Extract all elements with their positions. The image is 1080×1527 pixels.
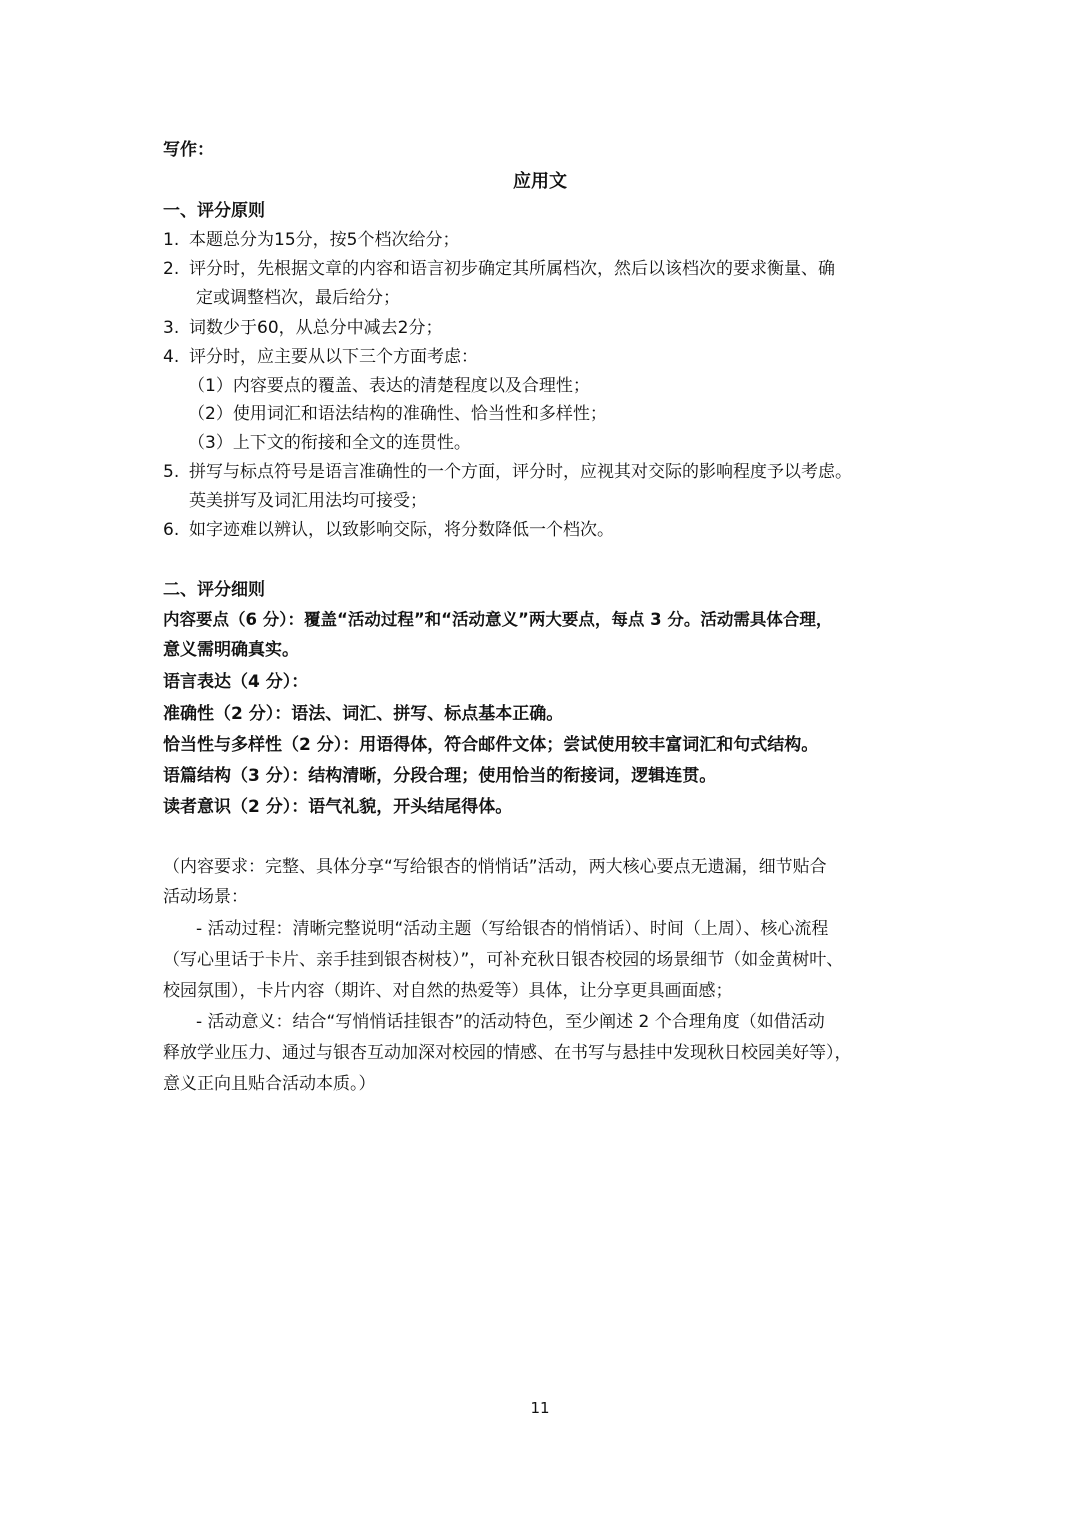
criteria-reader-awareness: 读者意识（2 分）：语气礼貌，开头结尾得体。 xyxy=(163,797,513,817)
rule-item-3 xyxy=(163,316,442,340)
criteria-appropriateness: 恰当性与多样性（2 分）：用语得体，符合邮件文体；尝试使用较丰富词汇和句式结构。 xyxy=(163,735,819,755)
criteria-accuracy: 准确性（2 分）：语法、词汇、拼写、标点基本正确。 xyxy=(163,704,564,724)
rule-item-text: 如字迹难以辨认，以致影响交际，将分数降低一个档次。 xyxy=(189,520,614,540)
criteria-content-line-1: 内容要点（6 分）：覆盖“活动过程”和“活动意义”两大要点，每点 3 分。活动需具体合理， xyxy=(163,610,833,629)
rule-item-number: 4. xyxy=(163,347,180,367)
rule-item-text: 评分时，先根据文章的内容和语言初步确定其所属档次，然后以该档次的要求衡量、确 xyxy=(189,259,835,279)
section1-heading: 一、评分原则 xyxy=(163,201,265,221)
note-line-5: 校园氛围），卡片内容（期许、对自然的热爱等）具体，让分享更具画面感； xyxy=(163,981,733,1001)
rule-item-1 xyxy=(163,228,459,252)
rule-item-text: 拼写与标点符号是语言准确性的一个方面，评分时，应视其对交际的影响程度予以考虑。 xyxy=(189,462,852,482)
rule-item-2 xyxy=(163,257,835,281)
rule-subitem-3: （3）上下文的衔接和全文的连贯性。 xyxy=(188,433,471,453)
rule-item-4 xyxy=(163,345,478,369)
rule-item-number: 1. xyxy=(163,230,180,250)
rule-item-text: 本题总分为15分，按5个档次给分； xyxy=(189,230,460,250)
section2-heading: 二、评分细则 xyxy=(163,580,265,600)
rule-item-2-continuation: 定或调整档次，最后给分； xyxy=(196,288,400,308)
note-line-6: - 活动意义：结合“写悄悄话挂银杏”的活动特色，至少阐述 2 个合理角度（如借活动 xyxy=(196,1012,825,1032)
note-line-8: 意义正向且贴合活动本质。） xyxy=(163,1074,376,1094)
section-heading-writing: 写作： xyxy=(163,140,214,160)
note-line-3: - 活动过程：清晰完整说明“活动主题（写给银杏的悄悄话）、时间（上周）、核心流程 xyxy=(196,919,829,939)
note-line-4: （写心里话于卡片、亲手挂到银杏树枝）”，可补充秋日银杏校园的场景细节（如金黄树叶、 xyxy=(163,950,844,970)
page-number: 11 xyxy=(530,1399,550,1417)
rule-item-number: 6. xyxy=(163,520,180,540)
note-line-7: 释放学业压力、通过与银杏互动加深对校园的情感、在书写与悬挂中发现秋日校园美好等）， xyxy=(163,1043,852,1063)
criteria-discourse: 语篇结构（3 分）：结构清晰，分段合理；使用恰当的衔接词，逻辑连贯。 xyxy=(163,766,717,786)
rule-subitem-2: （2）使用词汇和语法结构的准确性、恰当性和多样性； xyxy=(188,404,607,424)
rule-item-number: 3. xyxy=(163,318,180,338)
rule-item-number: 5. xyxy=(163,462,180,482)
note-line-1: （内容要求：完整、具体分享“写给银杏的悄悄话”活动，两大核心要点无遗漏，细节贴合 xyxy=(163,857,827,877)
page-title: 应用文 xyxy=(513,171,567,192)
rule-item-text: 评分时，应主要从以下三个方面考虑： xyxy=(189,347,478,367)
criteria-content-line-2: 意义需明确真实。 xyxy=(163,640,299,660)
rule-item-number: 2. xyxy=(163,259,180,279)
rule-subitem-1: （1）内容要点的覆盖、表达的清楚程度以及合理性； xyxy=(188,376,590,396)
rule-item-text: 词数少于60，从总分中减去2分； xyxy=(189,318,443,338)
rule-item-6 xyxy=(163,518,614,542)
criteria-language: 语言表达（4 分）： xyxy=(163,672,309,692)
rule-item-5-continuation: 英美拼写及词汇用法均可接受； xyxy=(189,491,427,511)
note-line-2: 活动场景： xyxy=(163,887,248,907)
rule-item-5 xyxy=(163,460,852,484)
